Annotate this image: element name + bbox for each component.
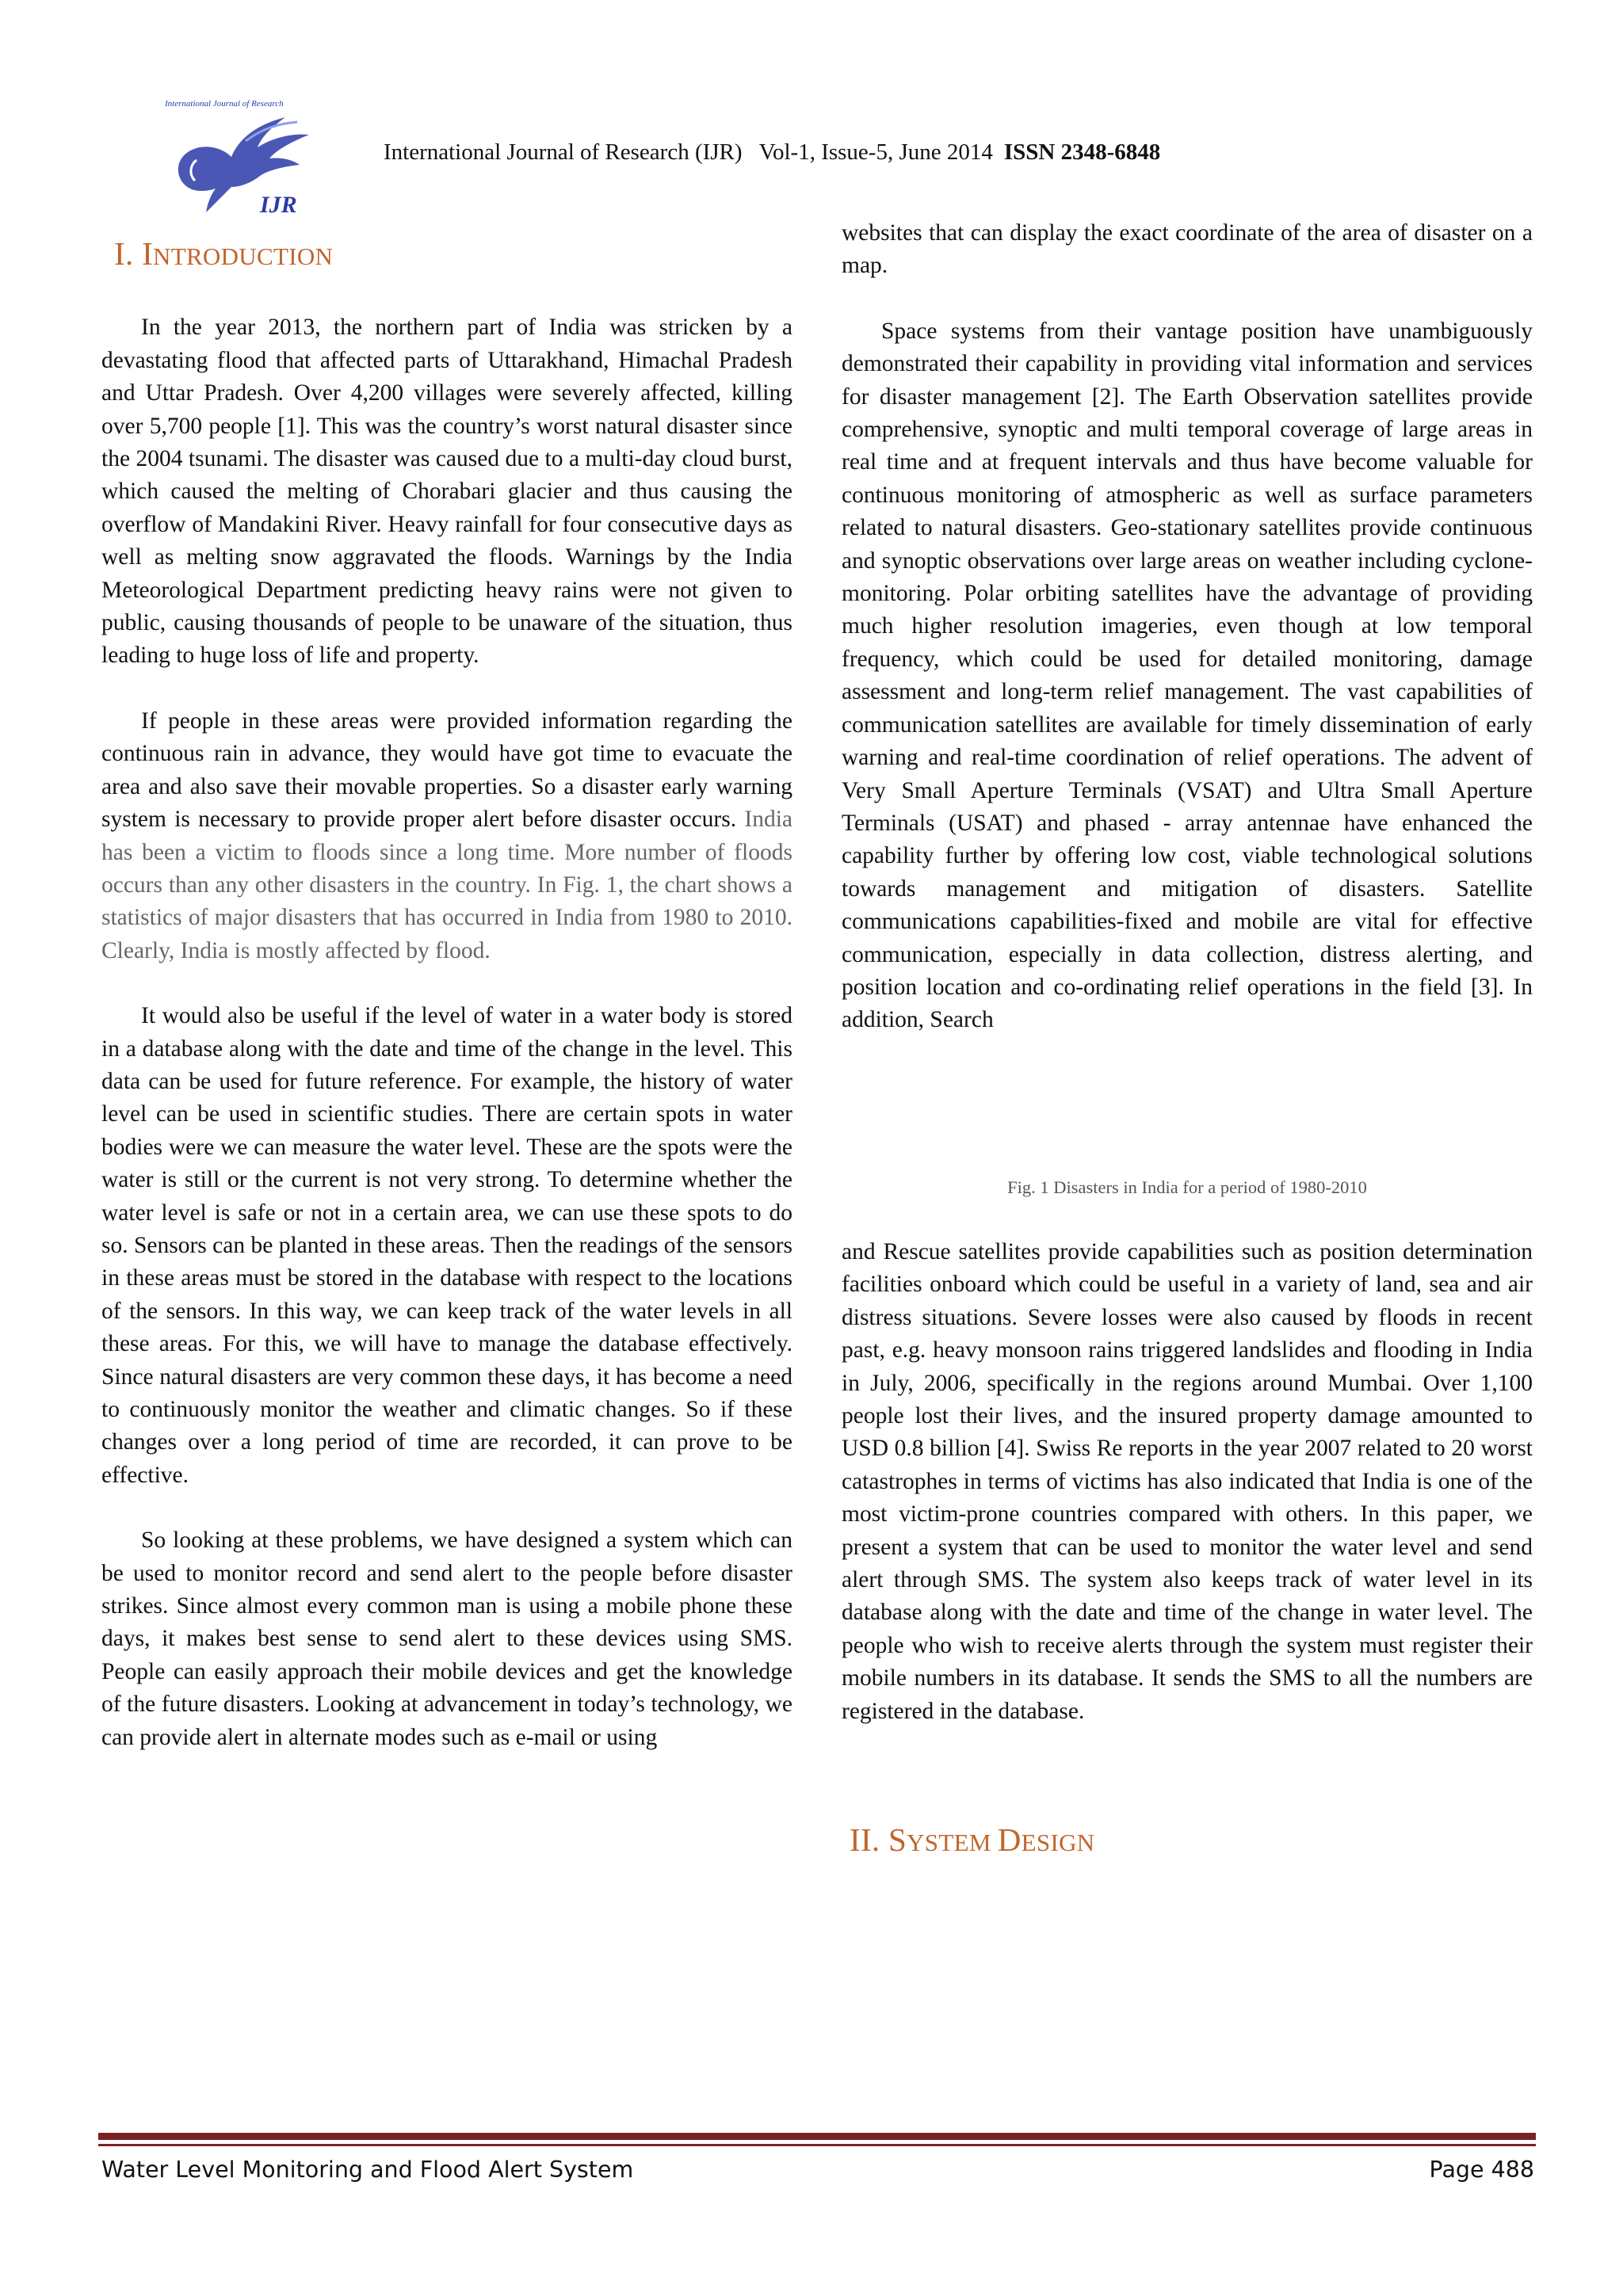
right-column-bottom bbox=[842, 1236, 1533, 1728]
footer-title: Water Level Monitoring and Flood Alert System bbox=[101, 2157, 634, 2183]
paragraph: and Rescue satellites provide capabilities such as position determination facilities onboard which could be useful in a variety of land, sea and air distress situations. Severe losses were also caused by floods in recent past, e.g. heavy monsoon rains triggered landslides and flooding in India in July, 2006, specifically in the regions around Mumbai. Over 1,100 people lost their lives, and the insured property damage amounted to USD 0.8 billion [4]. Swiss Re reports in the year 2007 related to 20 worst catastrophes in terms of victims has also indicated that India is one of the most victim-prone countries compared with others. In this paper, we present a system that can be used to monitor the water level and send alert through SMS. The system also keeps track of water level in its database along with the date and time of the change in water level. The people who wish to receive alerts through the system must register their mobile numbers in its database. It sends the SMS to all the numbers are registered in the database. bbox=[842, 1239, 1533, 1724]
paragraph-text: If people in these areas were provided information regarding the continuous rain in advance, they would have got time to evacuate the area and also save their movable properties. So a disaster early warning system is necessary to provide proper alert before disaster occurs. bbox=[101, 707, 792, 833]
heading-initial: D bbox=[997, 1821, 1022, 1858]
heading-rest: YSTEM bbox=[907, 1829, 998, 1856]
paragraph: In the year 2013, the northern part of India was stricken by a devastating flood that affected parts of Uttarakhand, Himachal Pradesh and Uttar Pradesh. Over 4,200 villages were severely affected, killing over 5,700 people [1]. This was the country’s worst natural disaster since the 2004 tsunami. The disaster was caused due to a multi-day cloud burst, which caused the melting of Chorabari glacier and thus causing the overflow of Mandakini River. Heavy rainfall for four consecutive days as well as melting snow aggravated the floods. Warnings by the India Meteorological Department predicting heavy rains were not given to public, causing thousands of people to be unaware of the situation, thus leading to huge loss of life and property. bbox=[101, 315, 792, 669]
journal-header bbox=[384, 139, 1160, 166]
footer-rule-thin bbox=[98, 2144, 1536, 2146]
section-heading-system-design-wrap bbox=[850, 1821, 1094, 1859]
heading-rest: ESIGN bbox=[1021, 1829, 1095, 1856]
paragraph: Space systems from their vantage position have unambiguously demonstrated their capability in providing vital information and services for disaster management [2]. The Earth Observation satellites provide comprehensive, synoptic and multi temporal coverage of large areas in real time and at frequent intervals and thus have become valuable for continuous monitoring of atmospheric as well as surface parameters related to natural disasters. Geo-stationary satellites provide continuous and synoptic observations over large areas on weather including cyclone-monitoring. Polar orbiting satellites have the advantage of providing much higher resolution imageries, even though at low temporal frequency, which could be used for detailed monitoring, damage assessment and long-term relief management. The vast capabilities of communication satellites are available for timely dissemination of early warning and real-time coordination of relief operations. The advent of Very Small Aperture Terminals (VSAT) and Ultra Small Aperture Terminals (USAT) and phased - array antennae have enhanced the capability further by offering low cost, viable technological solutions towards management and mitigation of disasters. Satellite communications capabilities-fixed and mobile are vital for effective communication, especially in data collection, distress alerting, and position location and co-ordinating relief operations in the field [3]. In addition, Search bbox=[842, 318, 1533, 1033]
paragraph-text-gray: India has been a victim to floods since a long time. More number of floods occurs than any other disasters in the country. In Fig. 1, the chart shows a statistics of major disasters that has occurred in India from 1980 to 2010. Clearly, India is mostly affected by flood. bbox=[101, 807, 792, 963]
logo-top-text: International Journal of Research bbox=[165, 99, 284, 109]
paragraph: websites that can display the exact coordinate of the area of disaster on a map. bbox=[842, 220, 1533, 279]
heading-initial: S bbox=[888, 1821, 907, 1858]
footer-rule bbox=[98, 2133, 1536, 2140]
paragraph: It would also be useful if the level of water in a water body is stored in a database along with the date and time of the change in the level. This data can be used for future reference. For example, the history of water level can be used in scientific studies. There are certain spots in water bodies were we can measure the water level. These are the spots were the water is still or the current is not very strong. To determine whether the water level is safe or not in a certain area, we can use these spots to do so. Sensors can be planted in these areas. Then the readings of the sensors in these areas must be stored in the database with respect to the locations of the sensors. In this way, we can keep track of the water levels in all these areas. For this, we will have to manage the database effectively. Since natural disasters are very common these days, it has become a need to continuously monitor the weather and climatic changes. So if these changes over a long period of time are recorded, it can prove to be effective. bbox=[101, 1003, 792, 1488]
journal-line: International Journal of Research (IJR) Vol-1, Issue-5, June 2014 bbox=[384, 139, 993, 165]
section-number: I. bbox=[114, 235, 143, 272]
heading-rest: NTRODUCTION bbox=[153, 242, 334, 270]
journal-logo bbox=[158, 93, 317, 228]
section-heading-system-design bbox=[850, 1821, 1094, 1859]
figure-caption: Fig. 1 Disasters in India for a period of 1980-2010 bbox=[1007, 1177, 1367, 1197]
paragraph bbox=[101, 705, 792, 967]
section-number: II. bbox=[850, 1821, 889, 1858]
right-column-top bbox=[842, 217, 1533, 1037]
issn: ISSN 2348-6848 bbox=[1003, 139, 1161, 165]
paragraph: So looking at these problems, we have designed a system which can be used to monitor record and send alert to the people before disaster strikes. Since almost every common man is using a mobile phone these days, it makes best sense to send alert to these devices using SMS. People can easily approach their mobile devices and get the knowledge of the future disasters. Looking at advancement in today’s technology, we can provide alert in alternate modes such as e-mail or using bbox=[101, 1527, 792, 1750]
logo-monogram: IJR bbox=[260, 192, 297, 218]
page-number: Page 488 bbox=[1429, 2157, 1534, 2183]
left-column bbox=[101, 235, 792, 1754]
heading-initial: I bbox=[142, 235, 154, 272]
section-heading-introduction bbox=[114, 235, 792, 273]
pegasus-logo-icon bbox=[158, 93, 317, 228]
